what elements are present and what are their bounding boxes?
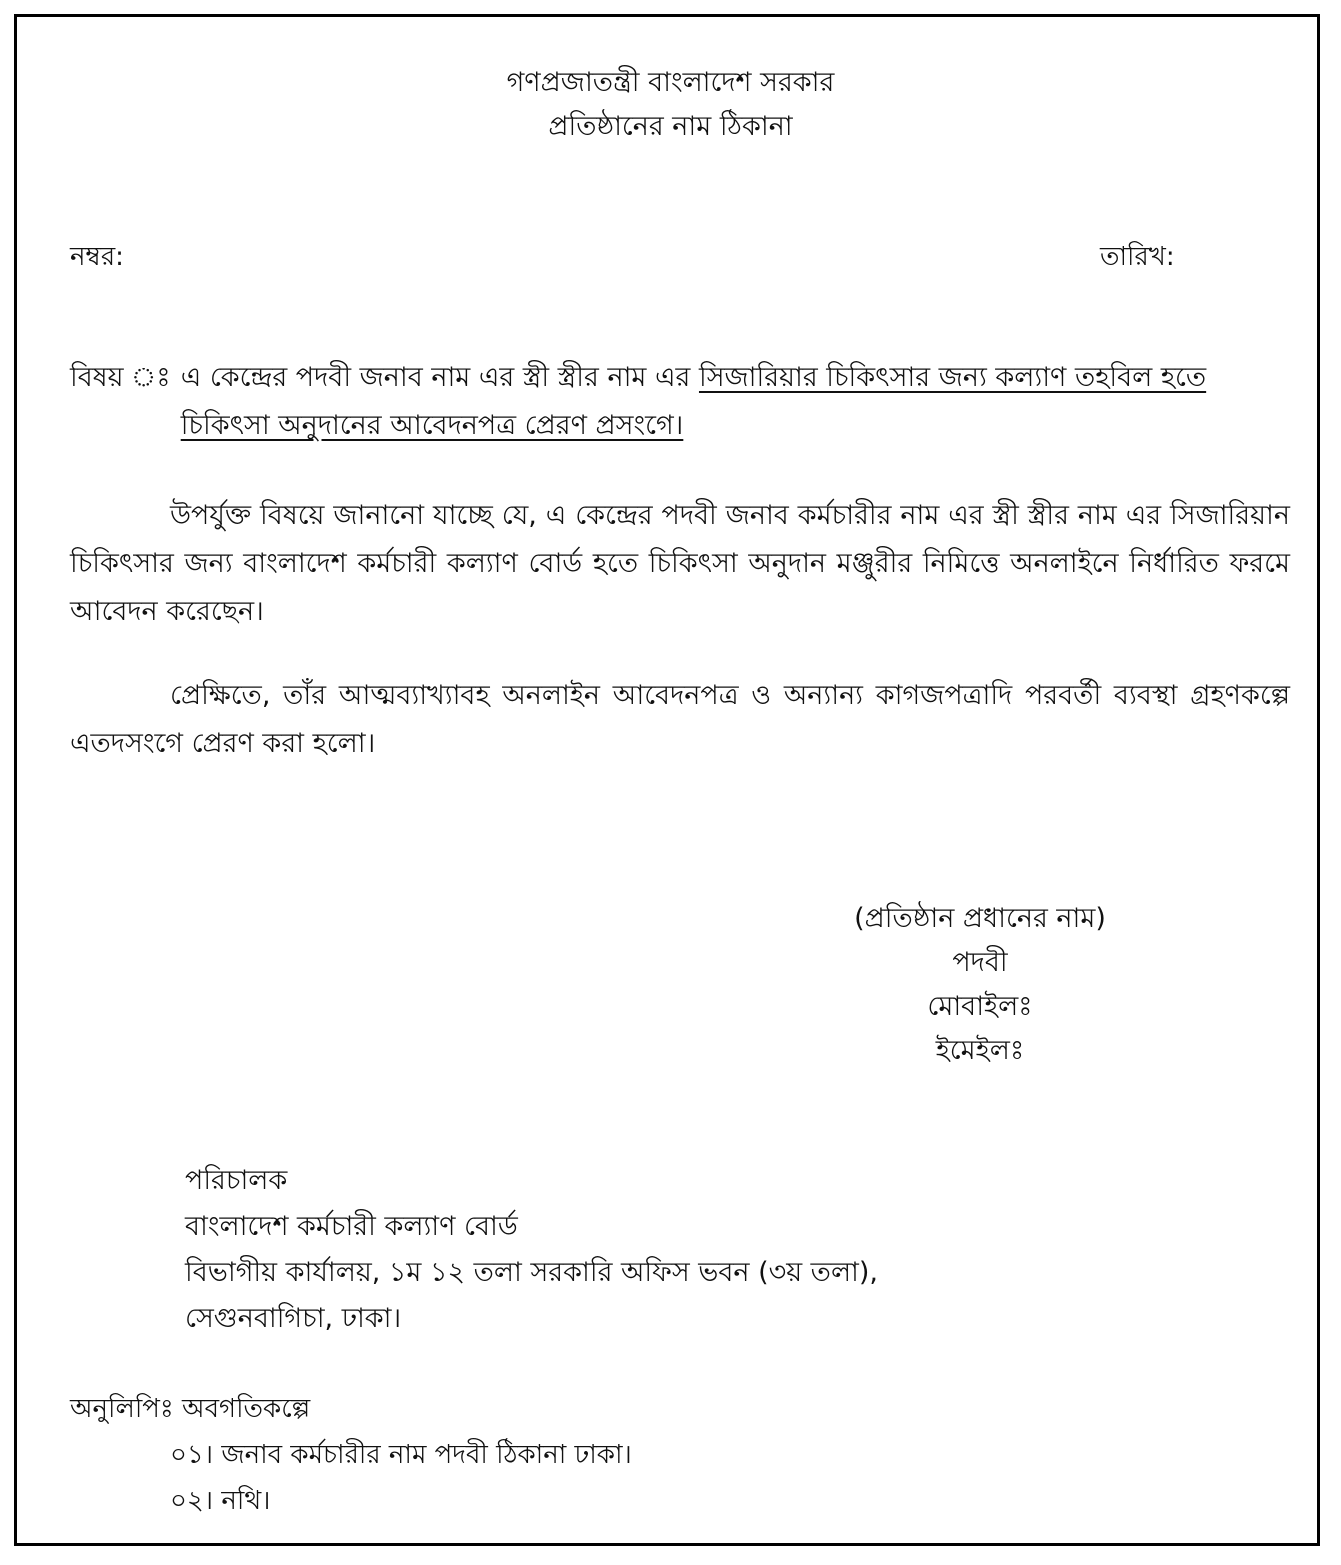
subject-block	[70, 354, 1290, 450]
signatory-designation: পদবী	[952, 947, 1008, 978]
institution-name-address: প্রতিষ্ঠানের নাম ঠিকানা	[548, 111, 793, 142]
body-paragraph-1	[70, 492, 1290, 636]
subject-content	[181, 354, 1290, 450]
body-paragraph-2	[70, 672, 1290, 768]
paragraph-1-text: উপর্যুক্ত বিষয়ে জানানো যাচ্ছে যে, এ কেন্দ্রের পদবী জনাব কর্মচারীর নাম এর স্ত্রী স্ত্রীর নাম এর সিজারিয়ান চিকিৎসার জন্য বাংলাদেশ কর্মচারী কল্যাণ বোর্ড হতে চিকিৎসা অনুদান মঞ্জুরীর নিমিত্তে অনলাইনে নির্ধারিত ফরমে আবেদন করেছেন।	[70, 500, 1290, 627]
date-label: তারিখ:	[1100, 242, 1175, 272]
government-heading: গণপ্রজাতন্ত্রী বাংলাদেশ সরকার	[506, 67, 835, 98]
copy-item: ০২। নথি।	[170, 1486, 271, 1516]
subject-underlined: সিজারিয়ার চিকিৎসার জন্য কল্যাণ তহবিল হতে চিকিৎসা অনুদানের আবেদনপত্র প্রেরণ প্রসংগে।	[180, 362, 1207, 441]
recipient-location: সেগুনবাগিচা, ঢাকা।	[185, 1303, 402, 1334]
recipient-organization: বাংলাদেশ কর্মচারী কল্যাণ বোর্ড	[185, 1211, 518, 1242]
copy-label: অনুলিপিঃ অবগতিকল্পে	[70, 1394, 311, 1424]
signatory-name: (প্রতিষ্ঠান প্রধানের নাম)	[854, 903, 1106, 934]
paragraph-2-text: প্রেক্ষিতে, তাঁর আত্মব্যাখ্যাবহ অনলাইন আবেদনপত্র ও অন্যান্য কাগজপত্রাদি পরবর্তী ব্যবস্থা গ্রহণকল্পে এতদসংগে প্রেরণ করা হলো।	[70, 680, 1290, 759]
signatory-mobile: মোবাইলঃ	[927, 991, 1033, 1022]
copy-item: ০১। জনাব কর্মচারীর নাম পদবী ঠিকানা ঢাকা।	[170, 1440, 632, 1470]
subject-label: বিষয় ঃ	[70, 362, 171, 393]
subject-lead: এ কেন্দ্রের পদবী জনাব নাম এর স্ত্রী স্ত্রীর নাম এর	[180, 362, 691, 393]
memo-number-label: নম্বর:	[70, 242, 124, 272]
recipient-office: বিভাগীয় কার্যালয়, ১ম ১২ তলা সরকারি অফিস ভবন (৩য় তলা),	[185, 1257, 879, 1288]
signatory-email: ইমেইলঃ	[935, 1035, 1025, 1066]
recipient-title: পরিচালক	[185, 1165, 288, 1196]
